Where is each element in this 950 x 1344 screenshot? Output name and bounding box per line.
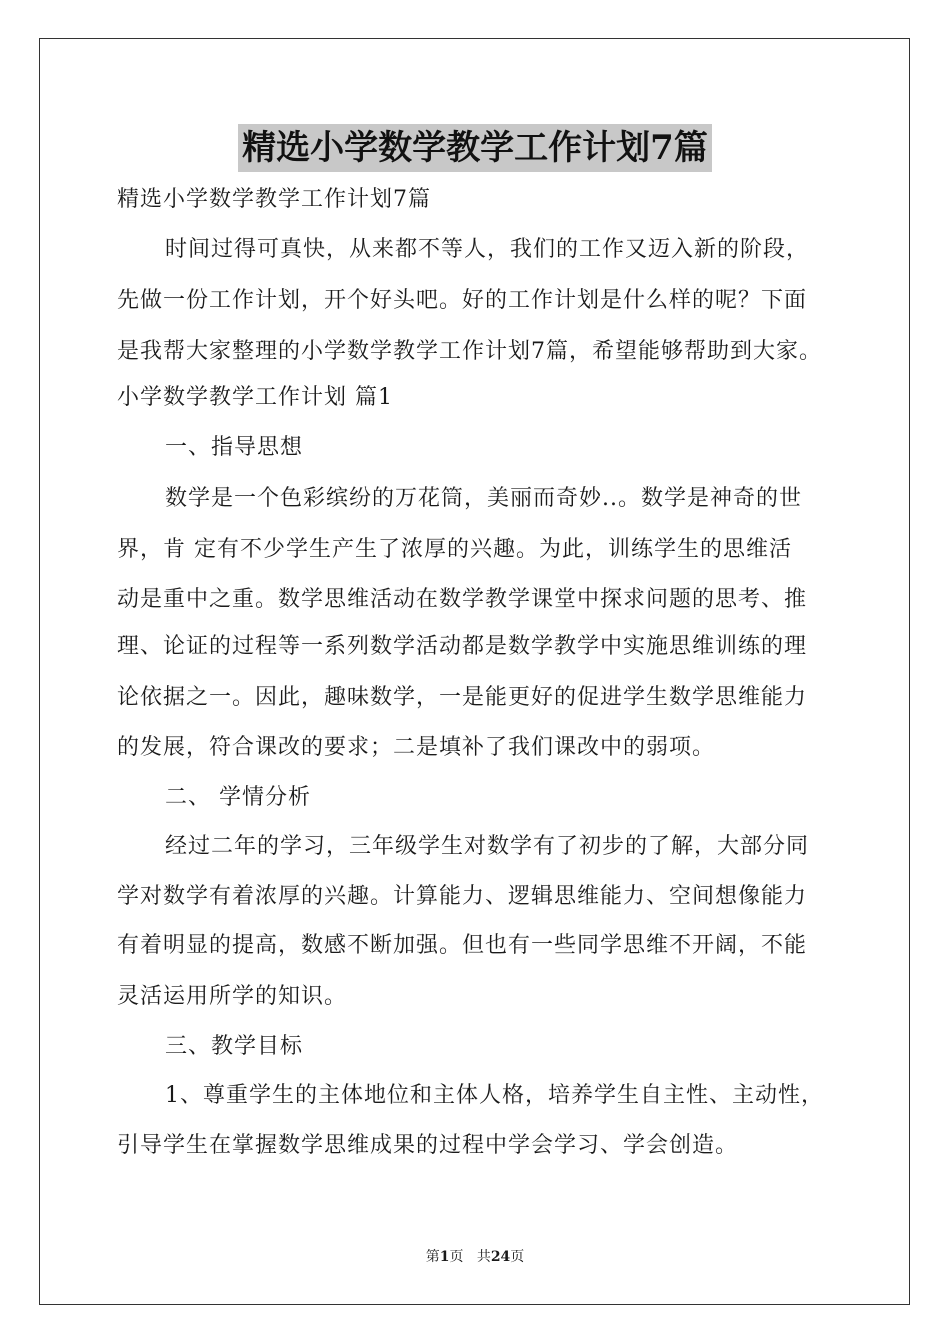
paragraph-line: 先做一份工作计划，开个好头吧。好的工作计划是什么样的呢？下面 bbox=[117, 288, 808, 313]
paragraph-line: 学对数学有着浓厚的兴趣。计算能力、逻辑思维能力、空间想像能力 bbox=[117, 884, 808, 909]
section-heading: 小学数学教学工作计划 篇1 bbox=[117, 385, 393, 410]
paragraph-line: 是我帮大家整理的小学数学教学工作计划7篇，希望能够帮助到大家。 bbox=[117, 339, 822, 364]
total-label-suffix: 页 bbox=[510, 1249, 525, 1265]
subsection-heading: 二、 学情分析 bbox=[165, 785, 311, 810]
total-pages: 24 bbox=[490, 1249, 511, 1265]
total-label-prefix: 共 bbox=[476, 1249, 491, 1265]
paragraph-line: 界，肯 定有不少学生产生了浓厚的兴趣。为此，训练学生的思维活 bbox=[117, 537, 792, 562]
paragraph-line: 时间过得可真快，从来都不等人，我们的工作又迈入新的阶段， bbox=[165, 237, 810, 262]
paragraph-line: 论依据之一。因此，趣味数学，一是能更好的促进学生数学思维能力 bbox=[117, 685, 808, 710]
paragraph-line: 灵活运用所学的知识。 bbox=[117, 984, 348, 1009]
document-subtitle: 精选小学数学教学工作计划7篇 bbox=[117, 187, 431, 212]
page-label-prefix: 第 bbox=[425, 1249, 440, 1265]
paragraph-line: 1、尊重学生的主体地位和主体人格，培养学生自主性、主动性， bbox=[165, 1083, 824, 1108]
paragraph-line: 数学是一个色彩缤纷的万花筒，美丽而奇妙..。数学是神奇的世 bbox=[165, 486, 802, 511]
page-number: 1 bbox=[439, 1249, 450, 1265]
page-border bbox=[39, 38, 910, 1305]
subsection-heading: 三、教学目标 bbox=[165, 1034, 304, 1059]
subsection-heading: 一、指导思想 bbox=[165, 435, 304, 460]
document-title: 精选小学数学教学工作计划7篇 bbox=[238, 124, 712, 172]
paragraph-line: 引导学生在掌握数学思维成果的过程中学会学习、学会创造。 bbox=[117, 1133, 739, 1158]
paragraph-line: 有着明显的提高，数感不断加强。但也有一些同学思维不开阔，不能 bbox=[117, 933, 808, 958]
paragraph-line: 的发展，符合课改的要求；二是填补了我们课改中的弱项。 bbox=[117, 735, 716, 760]
paragraph-line: 经过二年的学习，三年级学生对数学有了初步的了解，大部分同 bbox=[165, 834, 810, 859]
title-container bbox=[0, 124, 950, 172]
page-label-suffix: 页 bbox=[449, 1249, 464, 1265]
paragraph-line: 动是重中之重。数学思维活动在数学教学课堂中探求问题的思考、推 bbox=[117, 587, 808, 612]
paragraph-line: 理、论证的过程等一系列数学活动都是数学教学中实施思维训练的理 bbox=[117, 634, 808, 659]
page-footer bbox=[0, 1247, 950, 1267]
